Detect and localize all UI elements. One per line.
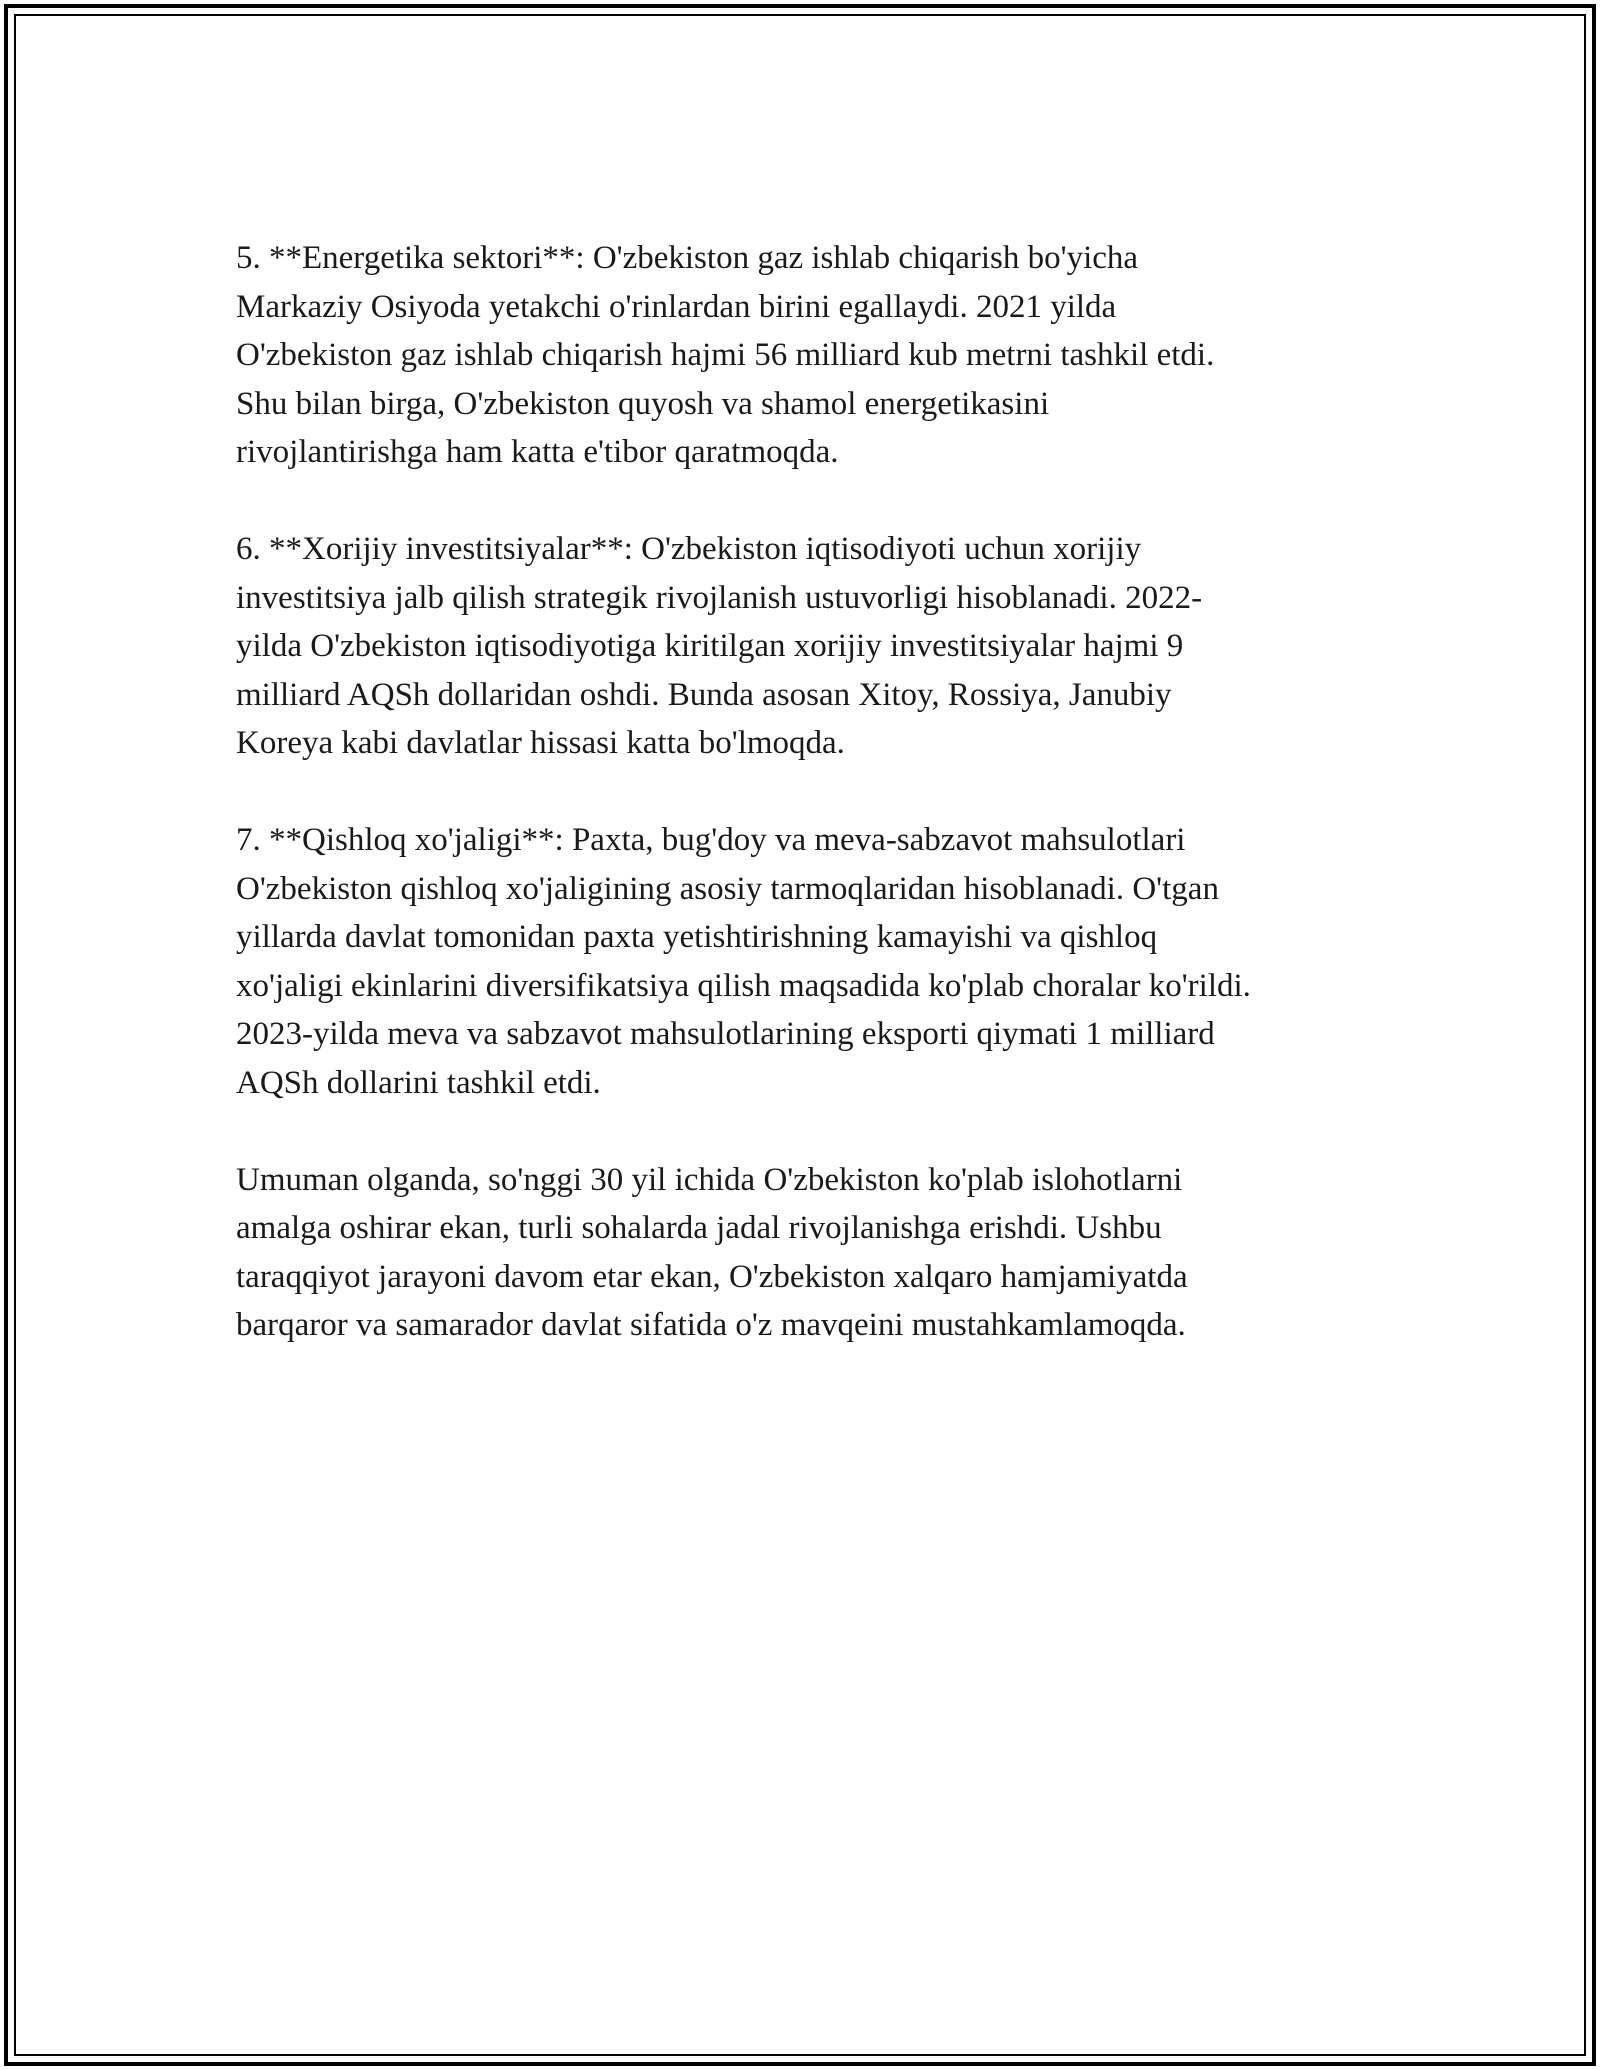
paragraph-energy-sector: 5. **Energetika sektori**: O'zbekiston gaz ishlab chiqarish bo'yicha Markaziy Osiyoda yetakchi o'rinlardan birini egallaydi. 2021 yilda O'zbekiston gaz ishlab chiqarish hajmi 56 milliard kub metrni tashkil etdi. Shu bilan birga, O'zbekiston quyosh va shamol energetikasini rivojlantirishga ham katta e'tibor qaratmoqda. xyxy=(236,240,1215,470)
paragraph-agriculture: 7. **Qishloq xo'jaligi**: Paxta, bug'doy va meva-sabzavot mahsulotlari O'zbekiston qishloq xo'jaligining asosiy tarmoqlaridan hisoblanadi. O'tgan yillarda davlat tomonidan paxta yetishtirishning kamayishi va qishloq xo'jaligi ekinlarini diversifikatsiya qilish maqsadida ko'plab choralar ko'rildi. 2023-yilda meva va sabzavot mahsulotlarining eksporti qiymati 1 milliard AQSh dollarini tashkil etdi. xyxy=(236,822,1251,1101)
paragraph-conclusion: Umuman olganda, so'nggi 30 yil ichida O'zbekiston ko'plab islohotlarni amalga oshirar ekan, turli sohalarda jadal rivojlanishga erishdi. Ushbu taraqqiyot jarayoni davom etar ekan, O'zbekiston xalqaro hamjamiyatda barqaror va samarador davlat sifatida o'z mavqeini mustahkamlamoqda. xyxy=(236,1161,1188,1343)
document-body xyxy=(236,234,1386,1398)
paragraph-foreign-investment: 6. **Xorijiy investitsiyalar**: O'zbekiston iqtisodiyoti uchun xorijiy investitsiya jalb qilish strategik rivojlanish ustuvorligi hisoblanadi. 2022- yilda O'zbekiston iqtisodiyotiga kiritilgan xorijiy investitsiyalar hajmi 9 milliard AQSh dollaridan oshdi. Bunda asosan Xitoy, Rossiya, Janubiy Koreya kabi davlatlar hissasi katta bo'lmoqda. xyxy=(236,531,1203,761)
